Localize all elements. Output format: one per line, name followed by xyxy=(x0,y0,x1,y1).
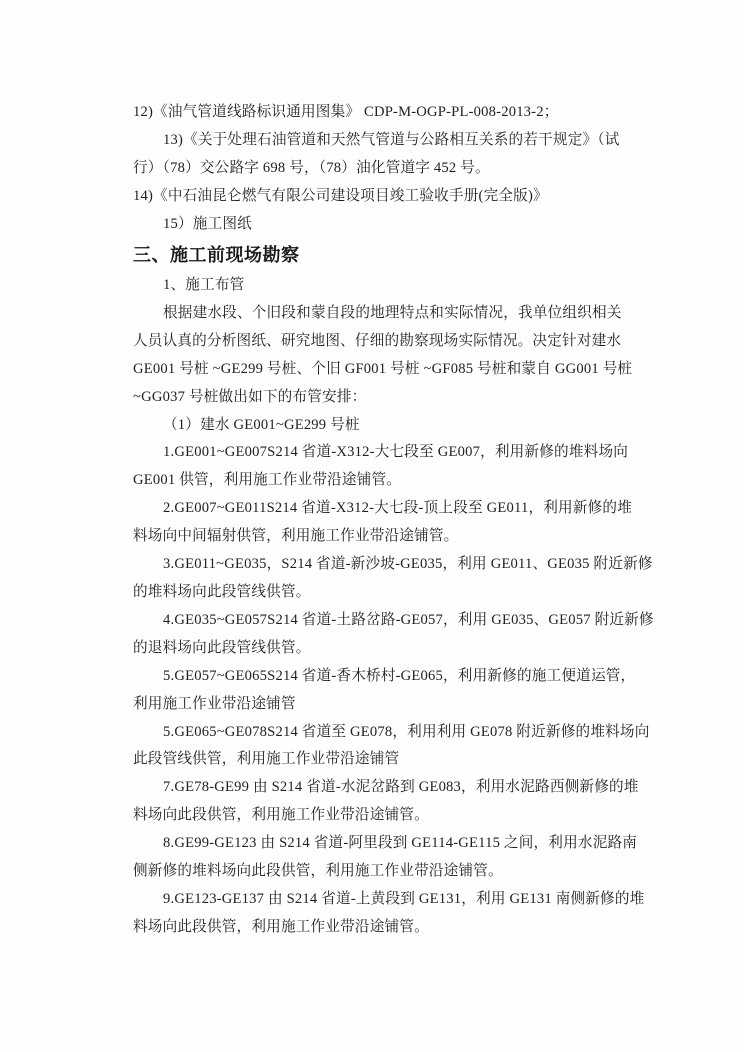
segment-2-line-1: 2.GE007~GE011S214 省道-X312-大七段-顶上段至 GE011，利用新修的堆 xyxy=(163,500,633,517)
segment-7-line-1: 7.GE78-GE99 由 S214 省道-水泥岔路到 GE083，利用水泥路西侧新修的堆 xyxy=(163,779,639,796)
ref-item-13-line-1: 13)《关于处理石油管道和天然气管道与公路相互关系的若干规定》（试 xyxy=(163,131,620,148)
jianshui-list-title: （1）建水 GE001~GE299 号桩 xyxy=(163,416,360,433)
segment-4-line-1: 4.GE035~GE057S214 省道-土路岔路-GE057，利用 GE035、GE057 附近新修 xyxy=(163,611,654,628)
segment-1-line-2: GE001 供管，利用施工作业带沿途铺管。 xyxy=(133,472,402,489)
segment-5-line-2: 利用施工作业带沿途铺管 xyxy=(133,695,296,712)
survey-para-line-1: 根据建水段、个旧段和蒙自段的地理特点和实际情况，我单位组织相关 xyxy=(163,304,622,321)
subsection-title: 1、施工布管 xyxy=(163,277,245,294)
ref-item-14: 14)《中石油昆仑燃气有限公司建设项目竣工验收手册(完全版)》 xyxy=(133,187,548,204)
segment-9-line-1: 9.GE123-GE137 由 S214 省道-上黄段到 GE131，利用 GE131 南侧新修的堆 xyxy=(163,890,645,907)
segment-8-line-1: 8.GE99-GE123 由 S214 省道-阿里段到 GE114-GE115 之间，利用水泥路南 xyxy=(163,835,638,852)
segment-1-line-1: 1.GE001~GE007S214 省道-X312-大七段至 GE007，利用新修的堆料场向 xyxy=(163,444,629,461)
segment-6-line-2: 此段管线供管，利用施工作业带沿途铺管 xyxy=(133,751,400,768)
survey-para-line-4: ~GG037 号桩做出如下的布管安排： xyxy=(133,388,367,405)
document-text-block xyxy=(133,99,654,942)
ref-item-12: 12)《油气管道线路标识通用图集》 CDP-M-OGP-PL-008-2013-2； xyxy=(133,104,559,120)
ref-item-13-line-2: 行）（78）交公路字 698 号，（78）油化管道字 452 号。 xyxy=(133,159,490,176)
ref-item-15: 15）施工图纸 xyxy=(163,215,252,232)
survey-para-line-3: GE001 号桩 ~GE299 号桩、个旧 GF001 号桩 ~GF085 号桩和蒙自 GG001 号桩 xyxy=(133,360,633,377)
segment-2-line-2: 料场向中间辐射供管，利用施工作业带沿途铺管。 xyxy=(133,528,459,545)
survey-para-line-2: 人员认真的分析图纸、研究地图、仔细的勘察现场实际情况。决定针对建水 xyxy=(133,332,622,349)
segment-3-line-1: 3.GE011~GE035，S214 省道-新沙坡-GE035，利用 GE011、GE035 附近新修 xyxy=(163,556,653,573)
segment-5-line-1: 5.GE057~GE065S214 省道-香木桥村-GE065，利用新修的施工便道运管， xyxy=(163,667,636,684)
segment-8-line-2: 侧新修的堆料场向此段供管，利用施工作业带沿途铺管。 xyxy=(133,863,503,880)
segment-7-line-2: 料场向此段供管，利用施工作业带沿途铺管。 xyxy=(133,807,429,824)
segment-3-line-2: 的堆料场向此段管线供管。 xyxy=(133,584,311,600)
segment-9-line-2: 料场向此段供管，利用施工作业带沿途铺管。 xyxy=(133,918,429,935)
section-heading: 三、施工前现场勘察 xyxy=(133,244,300,265)
segment-4-line-2: 的退料场向此段管线供管。 xyxy=(133,639,311,656)
segment-6-line-1: 5.GE065~GE078S214 省道至 GE078，利用利用 GE078 附近新修的堆料场向 xyxy=(163,723,650,740)
